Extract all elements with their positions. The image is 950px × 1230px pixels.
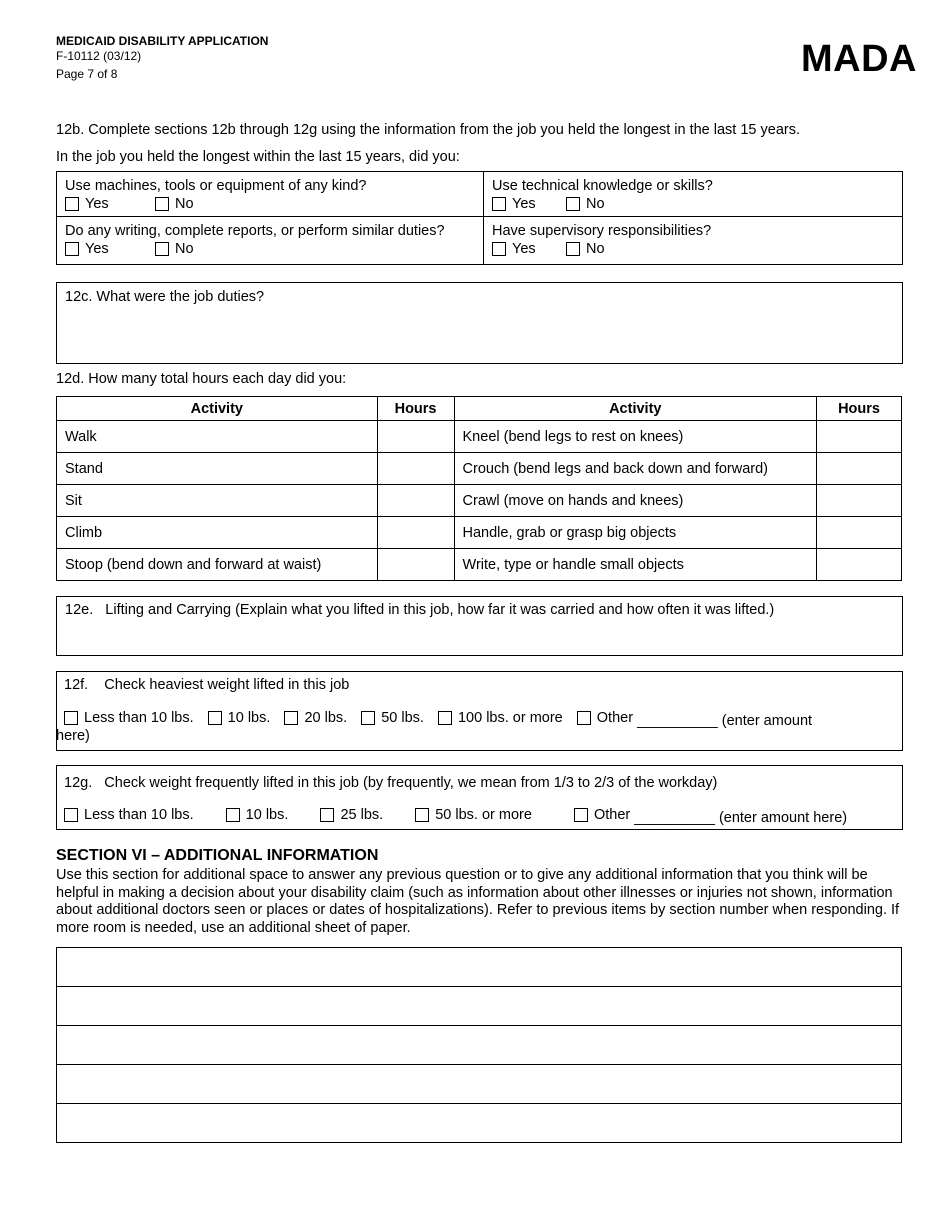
form-number: F-10112 (03/12) <box>56 49 142 63</box>
table-row <box>57 485 902 517</box>
checkbox[interactable] <box>438 711 452 725</box>
activity-cell: Stoop (bend down and forward at waist) <box>57 549 378 581</box>
hours-header: Hours <box>817 397 902 421</box>
q12g-label: 12g. Check weight frequently lifted in this job (by frequently, we mean from 1/3 to 2/3 of the workday) <box>64 775 718 791</box>
activity-cell: Write, type or handle small objects <box>454 549 817 581</box>
checkbox[interactable] <box>64 711 78 725</box>
weight-option[interactable]: Less than 10 lbs. <box>64 710 194 726</box>
question-text: Use machines, tools or equipment of any kind? <box>65 178 367 194</box>
activity-cell: Walk <box>57 421 378 453</box>
checkbox[interactable] <box>415 808 429 822</box>
q12b-intro: 12b. Complete sections 12b through 12g using the information from the job you held the longest in the last 15 years. <box>56 122 800 138</box>
activity-cell: Crouch (bend legs and back down and forward) <box>454 453 817 485</box>
hours-input[interactable] <box>817 485 902 517</box>
activity-cell: Stand <box>57 453 378 485</box>
activity-cell: Crawl (move on hands and knees) <box>454 485 817 517</box>
weight-option[interactable]: 25 lbs. <box>320 807 383 823</box>
q12f-hint-wrap: here) <box>56 728 90 744</box>
table-row <box>57 421 902 453</box>
no-option[interactable]: No <box>155 195 194 213</box>
checkbox[interactable] <box>208 711 222 725</box>
checkbox[interactable] <box>284 711 298 725</box>
other-amount-field[interactable]: __________ <box>634 810 715 826</box>
other-amount-field[interactable]: __________ <box>637 713 718 729</box>
answer-line[interactable] <box>56 1026 902 1065</box>
hours-input[interactable] <box>377 549 454 581</box>
activity-cell: Handle, grab or grasp big objects <box>454 517 817 549</box>
weight-option[interactable]: 100 lbs. or more <box>438 710 563 726</box>
table-row <box>57 453 902 485</box>
weight-option[interactable]: 10 lbs. <box>208 710 271 726</box>
weight-option-other[interactable]: Other <box>574 807 630 823</box>
checkbox[interactable] <box>566 197 580 211</box>
other-hint: (enter amount here) <box>718 810 848 826</box>
q12b-supervisory <box>484 217 719 263</box>
weight-option[interactable]: 20 lbs. <box>284 710 347 726</box>
checkbox[interactable] <box>64 808 78 822</box>
hours-input[interactable] <box>377 453 454 485</box>
checkbox[interactable] <box>320 808 334 822</box>
question-text: Use technical knowledge or skills? <box>492 178 713 194</box>
weight-option-other[interactable]: Other <box>577 710 633 726</box>
hours-header: Hours <box>377 397 454 421</box>
q12b-machines <box>57 172 374 218</box>
q12f-label: 12f. Check heaviest weight lifted in this job <box>64 677 350 693</box>
hours-input[interactable] <box>377 485 454 517</box>
table-row <box>57 517 902 549</box>
answer-line[interactable] <box>56 948 902 987</box>
no-option[interactable]: No <box>566 240 605 258</box>
checkbox[interactable] <box>226 808 240 822</box>
section-title: SECTION VI – ADDITIONAL INFORMATION <box>56 847 379 864</box>
q12g-options <box>64 807 847 826</box>
table-header-row <box>57 397 902 421</box>
hours-input[interactable] <box>817 517 902 549</box>
q12c-label: 12c. What were the job duties? <box>65 289 265 305</box>
q12e-label: 12e. Lifting and Carrying (Explain what you lifted in this job, how far it was carried and how often it was lifted.) <box>65 602 775 618</box>
checkbox[interactable] <box>155 242 169 256</box>
hours-input[interactable] <box>377 517 454 549</box>
form-title: MEDICAID DISABILITY APPLICATION <box>56 34 269 48</box>
activity-header: Activity <box>57 397 378 421</box>
q12e-answer-box[interactable] <box>56 596 903 656</box>
checkbox[interactable] <box>574 808 588 822</box>
no-option[interactable]: No <box>155 240 194 258</box>
activity-cell: Climb <box>57 517 378 549</box>
q12b-grid <box>56 171 903 265</box>
section-description: Use this section for additional space to answer any previous question or to give any additional information that you think will be helpful in making a decision about your disability claim (such as information about other illnesses or injuries not shown, information about additional doctors seen or places or dates of hospitalizations). Refer to previous items by section number when responding. If more room is needed, use an additional sheet of paper. <box>56 867 900 936</box>
yes-option[interactable]: Yes <box>492 195 566 213</box>
question-text: Do any writing, complete reports, or perform similar duties? <box>65 223 445 239</box>
form-brand: MADA <box>801 38 917 80</box>
q12f-options <box>64 710 812 729</box>
hours-input[interactable] <box>817 421 902 453</box>
no-option[interactable]: No <box>566 195 605 213</box>
page-number: Page 7 of 8 <box>56 67 118 81</box>
answer-line[interactable] <box>56 1104 902 1143</box>
checkbox[interactable] <box>566 242 580 256</box>
checkbox[interactable] <box>65 242 79 256</box>
weight-option[interactable]: 50 lbs. or more <box>415 807 532 823</box>
question-text: Have supervisory responsibilities? <box>492 223 712 239</box>
answer-line[interactable] <box>56 987 902 1026</box>
yes-option[interactable]: Yes <box>65 195 155 213</box>
other-hint: (enter amount <box>721 713 813 729</box>
additional-info-lines <box>56 947 902 1143</box>
q12b-writing <box>57 217 453 263</box>
hours-input[interactable] <box>817 453 902 485</box>
checkbox[interactable] <box>361 711 375 725</box>
q12d-label: 12d. How many total hours each day did you: <box>56 371 347 387</box>
checkbox[interactable] <box>577 711 591 725</box>
q12b-technical <box>484 172 721 218</box>
weight-option[interactable]: Less than 10 lbs. <box>64 807 194 823</box>
table-row <box>57 549 902 581</box>
checkbox[interactable] <box>492 242 506 256</box>
hours-input[interactable] <box>377 421 454 453</box>
activity-header: Activity <box>454 397 817 421</box>
hours-table <box>56 396 902 581</box>
activity-cell: Sit <box>57 485 378 517</box>
weight-option[interactable]: 50 lbs. <box>361 710 424 726</box>
answer-line[interactable] <box>56 1065 902 1104</box>
weight-option[interactable]: 10 lbs. <box>226 807 289 823</box>
hours-input[interactable] <box>817 549 902 581</box>
checkbox[interactable] <box>65 197 79 211</box>
activity-cell: Kneel (bend legs to rest on knees) <box>454 421 817 453</box>
yes-option[interactable]: Yes <box>492 240 566 258</box>
yes-option[interactable]: Yes <box>65 240 155 258</box>
q12c-answer-box[interactable] <box>56 282 903 364</box>
q12b-lead: In the job you held the longest within the last 15 years, did you: <box>56 149 460 165</box>
checkbox[interactable] <box>492 197 506 211</box>
checkbox[interactable] <box>155 197 169 211</box>
